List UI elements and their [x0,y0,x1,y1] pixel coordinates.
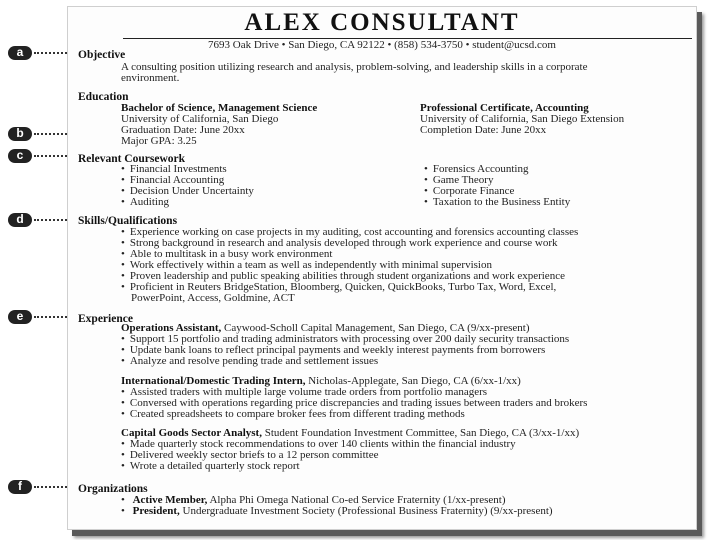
experience-heading: Experience [78,313,133,325]
skill-item-continuation: PowerPoint, Access, Goldmine, ACT [131,292,295,304]
marker-e-badge: e [8,310,32,324]
skills-heading: Skills/Qualifications [78,215,178,227]
skill-item: • Work effectively within a team as well as independently with minimal supervision [121,260,492,271]
job-3-org: Student Foundation Investment Committee, San Diego, CA (3/xx-1/xx) [261,427,580,439]
objective-heading: Objective [78,49,126,61]
marker-e [8,310,64,326]
education-gpa: Major GPA: 3.25 [121,135,197,147]
marker-d-badge: d [8,213,32,227]
resume-name: ALEX CONSULTANT [244,9,520,36]
course-item: • Corporate Finance [424,186,514,197]
course-item: • Taxation to the Business Entity [424,197,570,208]
organization-role: President, [132,505,180,517]
objective-line-1: A consulting position utilizing research and analysis, problem-solving, and leadership skills in a corporate [121,61,588,73]
job-2-item: • Created spreadsheets to compare broker fees from different trading methods [121,409,465,420]
marker-a [8,46,64,62]
job-2-org: Nicholas-Applegate, San Diego, CA (6/xx-1/xx) [305,375,521,387]
job-1-item: • Analyze and resolve pending trade and settlement issues [121,356,378,367]
education-school-right: University of California, San Diego Extension [420,113,625,125]
course-item: • Financial Investments [121,164,227,175]
marker-b-badge: b [8,127,32,141]
marker-f-badge: f [8,480,32,494]
organization-item [121,506,553,517]
organization-text: Alpha Phi Omega National Co-ed Service Fraternity (1/xx-present) [207,494,506,506]
job-3-item: • Wrote a detailed quarterly stock report [121,461,300,472]
marker-b [8,127,64,143]
job-1-item: • Update bank loans to reflect principal payments and weekly interest payments from borrowers [121,345,545,356]
job-2-item: • Assisted traders with multiple large volume trade orders from portfolio managers [121,387,487,398]
course-item: • Auditing [121,197,169,208]
organization-text: Undergraduate Investment Society (Professional Business Fraternity) (9/xx-present) [179,505,553,517]
marker-f [8,480,64,496]
education-completion: Completion Date: June 20xx [420,124,547,136]
education-degree-left: Bachelor of Science, Management Science [121,102,318,114]
skill-item: • Experience working on case projects in my auditing, cost accounting and forensics accounting classes [121,227,578,238]
contact-line: 7693 Oak Drive • San Diego, CA 92122 • (858) 534-3750 • student@ucsd.com [208,39,556,51]
job-2-title: International/Domestic Trading Intern, [121,375,306,387]
job-3-item: • Delivered weekly sector briefs to a 12 person committee [121,450,379,461]
job-1-item: • Support 15 portfolio and trading administrators with processing over 200 daily security transactions [121,334,569,345]
education-graduation: Graduation Date: June 20xx [121,124,245,136]
marker-d [8,213,64,229]
resume-sheet [67,6,697,530]
marker-c [8,149,64,165]
job-2-item: • Conversed with operations regarding price discrepancies and trading issues between traders and brokers [121,398,587,409]
job-3-item: • Made quarterly stock recommendations to over 140 clients within the financial industry [121,439,516,450]
course-item: • Decision Under Uncertainty [121,186,254,197]
skill-item: • Proficient in Reuters BridgeStation, Bloomberg, Quicken, QuickBooks, Turbo Tax, Word, Excel, [121,282,556,293]
marker-a-badge: a [8,46,32,60]
skill-item: • Able to multitask in a busy work environment [121,249,332,260]
job-1-org: Caywood-Scholl Capital Management, San Diego, CA (9/xx-present) [221,322,530,334]
education-degree-right: Professional Certificate, Accounting [420,102,589,114]
course-item: • Forensics Accounting [424,164,529,175]
course-item: • Financial Accounting [121,175,224,186]
objective-line-2: environment. [121,72,180,84]
education-school-left: University of California, San Diego [121,113,279,125]
job-3-title: Capital Goods Sector Analyst, [121,427,262,439]
skill-item: • Strong background in research and analysis developed through work experience and course work [121,238,558,249]
organizations-heading: Organizations [78,483,148,495]
job-1-title: Operations Assistant, [121,322,222,334]
skill-item: • Proven leadership and public speaking abilities through student organizations and work experience [121,271,565,282]
education-heading: Education [78,91,129,103]
coursework-heading: Relevant Coursework [78,153,185,165]
course-item: • Game Theory [424,175,493,186]
organization-role: Active Member, [132,494,208,506]
marker-c-badge: c [8,149,32,163]
